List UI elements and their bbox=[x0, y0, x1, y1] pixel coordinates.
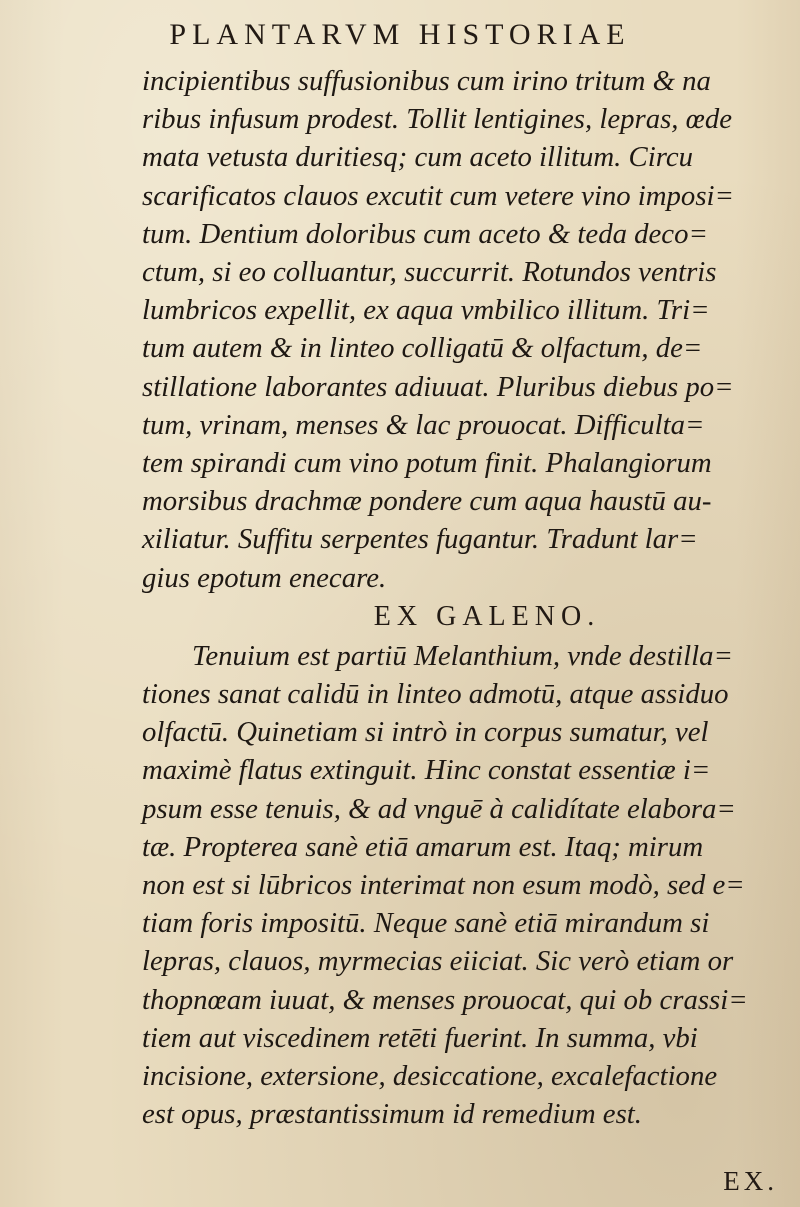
section-heading: EX GALENO. bbox=[373, 600, 601, 632]
text-line: thopnœam iuuat, & menses prouocat, qui ob crassi= bbox=[142, 983, 748, 1016]
running-head: PLANTARVM HISTORIAE bbox=[169, 18, 631, 51]
text-line: est opus, præstantissimum id remedium est. bbox=[142, 1098, 642, 1131]
text-line: Tenuium est partiū Melanthium, vnde destilla= bbox=[192, 639, 733, 672]
text-line: tæ. Propterea sanè etiā amarum est. Itaq; mirum bbox=[142, 830, 704, 863]
text-line: stillatione laborantes adiuuat. Pluribus diebus po= bbox=[142, 370, 734, 403]
text-line: mata vetusta duritiesq; cum aceto illitum. Circu bbox=[142, 141, 693, 174]
text-line: tiam foris impositū. Neque sanè etiā mirandum si bbox=[142, 907, 710, 940]
text-line: maximè flatus extinguit. Hinc constat essentiæ i= bbox=[142, 754, 711, 787]
text-line: olfactū. Quinetiam si intrò in corpus sumatur, vel bbox=[142, 716, 709, 749]
text-line: morsibus drachmæ pondere cum aqua haustū au- bbox=[142, 485, 712, 518]
text-line: tem spirandi cum vino potum finit. Phalangiorum bbox=[142, 447, 712, 480]
text-line: lepras, clauos, myrmecias eiiciat. Sic verò etiam or bbox=[142, 945, 734, 978]
text-line: gius epotum enecare. bbox=[142, 561, 387, 594]
text-line: tiones sanat calidū in linteo admotū, atque assiduo bbox=[142, 678, 729, 711]
text-line: non est si lūbricos interimat non esum modò, sed e= bbox=[142, 869, 745, 902]
text-line: incisione, extersione, desiccatione, excalefactione bbox=[142, 1060, 718, 1093]
text-line: psum esse tenuis, & ad vnguē à calidítate elabora= bbox=[142, 792, 736, 825]
text-line: tiem aut viscedinem retēti fuerint. In summa, vbi bbox=[142, 1021, 698, 1054]
text-line: lumbricos expellit, ex aqua vmbilico illitum. Tri= bbox=[142, 294, 710, 327]
text-line: tum, vrinam, menses & lac prouocat. Difficulta= bbox=[142, 408, 705, 441]
text-block bbox=[142, 62, 772, 1133]
text-line: scarificatos clauos excutit cum vetere vino imposi= bbox=[142, 179, 734, 212]
text-line: tum autem & in linteo colligatū & olfactum, de= bbox=[142, 332, 703, 365]
text-line: ctum, si eo colluantur, succurrit. Rotundos ventris bbox=[142, 256, 717, 289]
text-line: xiliatur. Suffitu serpentes fugantur. Tradunt lar= bbox=[142, 523, 698, 556]
catchword: EX. bbox=[723, 1166, 778, 1196]
text-line: tum. Dentium doloribus cum aceto & teda deco= bbox=[142, 217, 708, 250]
text-line: ribus infusum prodest. Tollit lentigines, lepras, œde bbox=[142, 103, 733, 136]
text-line: incipientibus suffusionibus cum irino tritum & na bbox=[142, 65, 711, 97]
